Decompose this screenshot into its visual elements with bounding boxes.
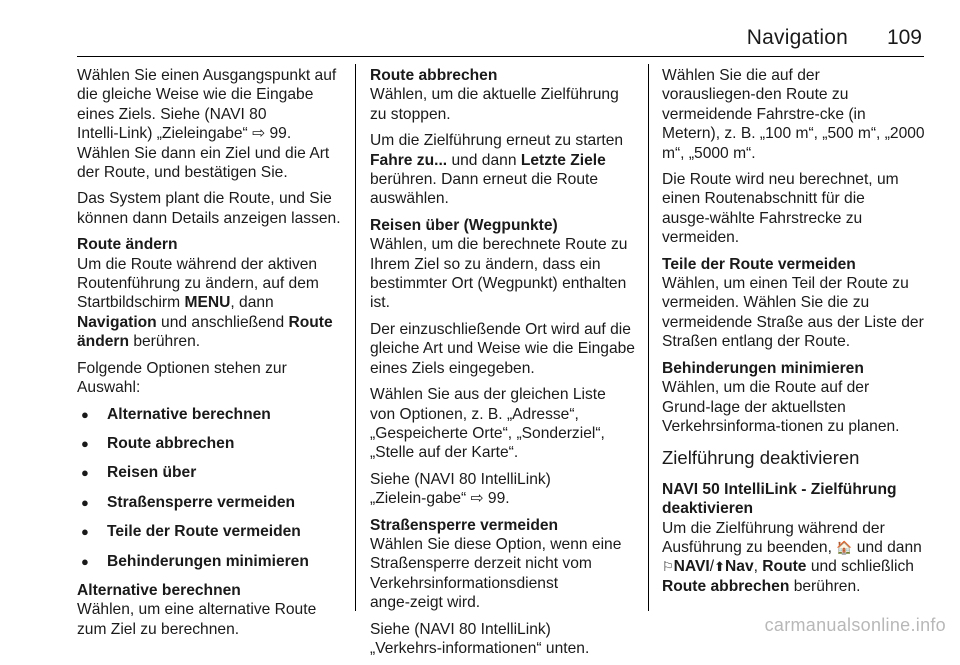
text: und dann <box>852 538 922 556</box>
route-abbrechen-label: Route abbrechen <box>662 577 790 595</box>
paragraph: Das System plant die Route, und Sie können dann Details anzeigen lassen. <box>77 190 341 227</box>
paragraph: Wählen Sie aus der gleichen Liste von Optionen, z. B. „Adresse“, „Gespeicherte Orte“, „Sonderziel“, „Stelle auf der Karte“. <box>370 386 606 462</box>
header-rule <box>77 56 924 57</box>
paragraph: Folgende Optionen stehen zur Auswahl: <box>77 359 287 397</box>
column-divider-2 <box>648 64 649 611</box>
paragraph: Wählen Sie einen Ausgangspunkt auf die gleiche Weise wie die Eingabe eines Ziels. Siehe (NAVI 80 Intelli‑Link) „Zieleingabe“ ⇨ 99. Wählen Sie dann ein Ziel und die Art der Route, und bestätigen Sie. <box>77 67 337 182</box>
text: berühren. <box>129 333 201 351</box>
text: und dann <box>447 151 521 169</box>
text: / <box>709 558 715 576</box>
list-item: ● Alternative berechnen <box>77 405 344 424</box>
column-3 <box>662 66 928 603</box>
paragraph: Wählen, um die berechnete Route zu Ihrem Ziel so zu ändern, dass ein bestimmter Ort (Wegpunkt) enthalten ist. <box>370 236 628 312</box>
options-list <box>77 405 344 571</box>
heading-reisen-ueber: Reisen über (Wegpunkte) <box>370 216 558 234</box>
paragraph: Wählen Sie die auf der vorausliegen‑den Route zu vermeidende Fahrstre‑cke (in Metern), z. B. „100 m“, „500 m“, „2000 m“, „5000 m“. <box>662 67 925 162</box>
heading-navi50: NAVI 50 IntelliLink - Zielführung deaktivieren <box>662 480 897 518</box>
header-title: Navigation <box>746 26 848 49</box>
navigation-label: Navigation <box>77 313 157 331</box>
text: Um die Zielführung erneut zu starten <box>370 132 624 150</box>
route-label: Route <box>762 558 807 576</box>
home-icon: 🏠 <box>836 539 853 555</box>
text: , dann <box>230 294 274 312</box>
heading-strassensperre: Straßensperre vermeiden <box>370 516 559 534</box>
route-aendern-label: Route ändern <box>77 313 333 351</box>
column-1 <box>77 66 344 646</box>
watermark: carmanualsonline.info <box>764 615 946 635</box>
paragraph <box>662 519 928 597</box>
letzte-ziele-label: Letzte Ziele <box>520 151 606 169</box>
text: berühren. <box>789 577 861 595</box>
fahre-zu-label: Fahre zu... <box>370 151 448 169</box>
list-item: ● Reisen über <box>77 463 344 482</box>
nav-label: Nav <box>725 558 754 576</box>
list-item: ● Route abbrechen <box>77 434 344 453</box>
paragraph <box>370 131 635 209</box>
text: Um die Zielführung während der Ausführung zu beenden, <box>662 519 885 556</box>
page-header <box>0 0 960 58</box>
list-item: ● Behinderungen minimieren <box>77 552 344 571</box>
paragraph: Wählen, um die aktuelle Zielführung zu stoppen. <box>370 86 619 123</box>
heading-alternative: Alternative berechnen <box>77 581 241 599</box>
page-number: 109 <box>886 26 922 49</box>
paragraph: Wählen, um die Route auf der Grund‑lage der aktuellsten Verkehrsinforma‑tionen zu planen. <box>662 379 900 435</box>
flag-icon: ⚐ <box>662 559 674 575</box>
heading-route-abbrechen: Route abbrechen <box>370 67 498 84</box>
text: berühren. Dann erneut die Route auswählen. <box>370 171 598 208</box>
list-item: ● Straßensperre vermeiden <box>77 493 344 512</box>
section-title: Zielführung deaktivieren <box>662 447 860 469</box>
text: und schließlich <box>806 558 914 576</box>
list-item: ● Teile der Route vermeiden <box>77 522 344 541</box>
navi-label: NAVI <box>673 558 710 576</box>
paragraph: Wählen, um eine alternative Route zum Ziel zu berechnen. <box>77 601 317 638</box>
paragraph: Wählen, um einen Teil der Route zu vermeiden. Wählen Sie die zu vermeidende Straße aus der Liste der Straßen entlang der Route. <box>662 275 924 351</box>
heading-behinderungen: Behinderungen minimieren <box>662 359 864 377</box>
arrow-up-icon: ⬆ <box>714 559 726 575</box>
heading-route-aendern: Route ändern <box>77 236 178 254</box>
paragraph: Der einzuschließende Ort wird auf die gleiche Art und Weise wie die Eingabe eines Ziels eingegeben. <box>370 320 635 377</box>
text: und anschließend <box>156 313 289 331</box>
column-2 <box>370 66 635 665</box>
column-divider-1 <box>355 64 356 611</box>
paragraph: Wählen Sie diese Option, wenn eine Straßensperre derzeit nicht vom Verkehrsinformationsdienst ange‑zeigt wird. <box>370 535 622 612</box>
paragraph: Siehe (NAVI 80 IntelliLink) „Zielein‑gabe“ ⇨ 99. <box>370 470 551 508</box>
paragraph: Siehe (NAVI 80 IntelliLink) „Verkehrs‑informationen“ unten. <box>370 620 590 657</box>
paragraph: Die Route wird neu berechnet, um einen Routenabschnitt für die ausge‑wählte Fahrstrecke zu vermeiden. <box>662 171 899 247</box>
text: Um die Route während der aktiven Routenführung zu ändern, auf dem Startbildschirm <box>77 255 319 312</box>
heading-teile-vermeiden: Teile der Route vermeiden <box>662 255 856 273</box>
menu-label: MENU <box>184 294 231 312</box>
text: , <box>753 558 763 576</box>
paragraph <box>77 255 344 352</box>
